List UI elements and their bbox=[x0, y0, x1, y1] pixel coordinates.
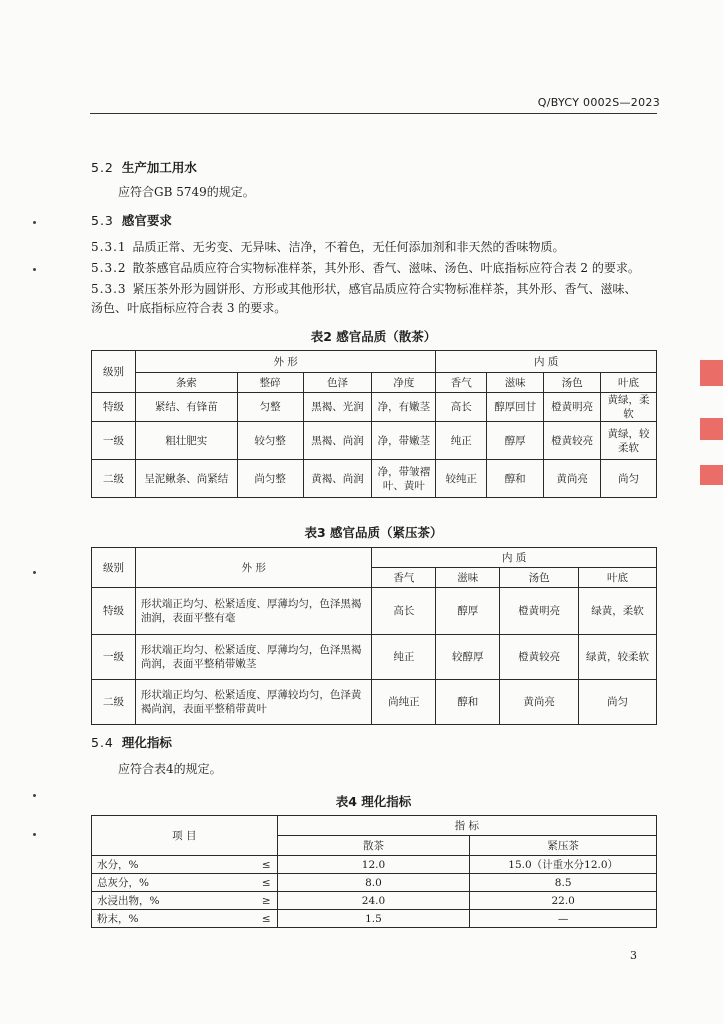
table2-subheader: 叶底 bbox=[601, 373, 657, 393]
table2 bbox=[91, 350, 657, 498]
clause-5-3-3: 5.3.3 紧压茶外形为圆饼形、方形或其他形状，感官品质应符合实物标准样茶，其外形、香气、滋味、 汤色、叶底指标应符合表 3 的要求。 bbox=[91, 282, 637, 315]
table-row: 特级 紧结、有锋苗 匀整 黑褐、光润 净，有嫩茎 高长 醇厚回甘 橙黄明亮 黄绿，柔软 bbox=[92, 393, 657, 422]
table-row: 二级 形状端正均匀、松紧适度、厚薄较均匀，色泽黄褐尚润，表面平整稍带黄叶 尚纯正 醇和 黄尚亮 尚匀 bbox=[92, 680, 657, 725]
table2-subheader: 滋味 bbox=[487, 373, 544, 393]
header-rule bbox=[90, 113, 657, 114]
table-row: 总灰分，% ≤ 8.0 8.5 bbox=[92, 874, 657, 892]
table-row: 一级 形状端正均匀、松紧适度、厚薄均匀，色泽黑褐尚润，表面平整稍带嫩茎 纯正 较醇厚 橙黄较亮 绿黄，较柔软 bbox=[92, 635, 657, 680]
clause-5-3-1: 5.3.1 品质正常、无劣变、无异味、洁净，不着色，无任何添加剂和非天然的香味物质。 bbox=[91, 240, 565, 254]
section-5-4-heading: 5.4 理化指标 bbox=[91, 735, 172, 750]
table2-subheader: 净度 bbox=[372, 373, 436, 393]
table3-caption: 表3 感官品质（紧压茶） bbox=[304, 525, 443, 540]
scan-dot bbox=[33, 833, 36, 836]
table3 bbox=[91, 547, 657, 725]
table3-header-outer: 外 形 bbox=[135, 548, 372, 588]
page-number: 3 bbox=[630, 949, 637, 962]
table3-subheader: 滋味 bbox=[436, 568, 500, 588]
table4-header-loose: 散茶 bbox=[277, 836, 470, 856]
table3-subheader: 叶底 bbox=[579, 568, 657, 588]
table-row: 水分，% ≤ 12.0 15.0（计重水分12.0） bbox=[92, 856, 657, 874]
seal-fragment bbox=[700, 465, 723, 485]
seal-fragment bbox=[700, 360, 723, 386]
table2-subheader: 条索 bbox=[135, 373, 237, 393]
section-5-4-text: 应符合表4的规定。 bbox=[118, 762, 222, 776]
scan-dot bbox=[33, 221, 36, 224]
table3-subheader: 汤色 bbox=[500, 568, 579, 588]
table4-header-index: 指 标 bbox=[277, 816, 656, 836]
table-row: 特级 形状端正均匀、松紧适度、厚薄均匀，色泽黑褐油润，表面平整有毫 高长 醇厚 橙黄明亮 绿黄，柔软 bbox=[92, 588, 657, 635]
table-row: 二级 呈泥鳅条、尚紧结 尚匀整 黄褐、尚润 净，带皱褶叶、黄叶 较纯正 醇和 黄尚亮 尚匀 bbox=[92, 460, 657, 498]
standard-code: Q/BYCY 0002S—2023 bbox=[537, 96, 660, 109]
clause-5-3-2: 5.3.2 散茶感官品质应符合实物标准样茶，其外形、香气、滋味、汤色、叶底指标应符合表 2 的要求。 bbox=[91, 261, 640, 275]
scan-dot bbox=[33, 268, 36, 271]
table4-caption: 表4 理化指标 bbox=[335, 794, 412, 809]
table-row: 粉末，% ≤ 1.5 — bbox=[92, 910, 657, 928]
table2-subheader: 汤色 bbox=[544, 373, 601, 393]
section-5-2-heading: 5.2 生产加工用水 bbox=[91, 160, 197, 175]
table2-subheader: 香气 bbox=[436, 373, 487, 393]
table3-subheader: 香气 bbox=[372, 568, 436, 588]
table-row: 水浸出物，% ≥ 24.0 22.0 bbox=[92, 892, 657, 910]
table4-header-pressed: 紧压茶 bbox=[470, 836, 657, 856]
section-5-3-heading: 5.3 感官要求 bbox=[91, 213, 172, 228]
table2-header-outer: 外 形 bbox=[135, 351, 435, 373]
scan-dot bbox=[33, 571, 36, 574]
table-row: 一级 粗壮肥实 较匀整 黑褐、尚润 净，带嫩茎 纯正 醇厚 橙黄较亮 黄绿，较柔软 bbox=[92, 422, 657, 460]
section-5-2-text: 应符合GB 5749的规定。 bbox=[118, 185, 255, 199]
seal-fragment bbox=[700, 418, 723, 440]
table2-header-grade: 级别 bbox=[92, 351, 136, 393]
table3-header-grade: 级别 bbox=[92, 548, 136, 588]
table2-caption: 表2 感官品质（散茶） bbox=[310, 329, 437, 344]
table4 bbox=[91, 815, 657, 928]
scan-dot bbox=[33, 794, 36, 797]
table4-header-item: 项 目 bbox=[92, 816, 278, 856]
table2-header-inner: 内 质 bbox=[436, 351, 657, 373]
table2-subheader: 整碎 bbox=[237, 373, 303, 393]
table3-header-inner: 内 质 bbox=[372, 548, 657, 568]
table2-subheader: 色泽 bbox=[303, 373, 372, 393]
